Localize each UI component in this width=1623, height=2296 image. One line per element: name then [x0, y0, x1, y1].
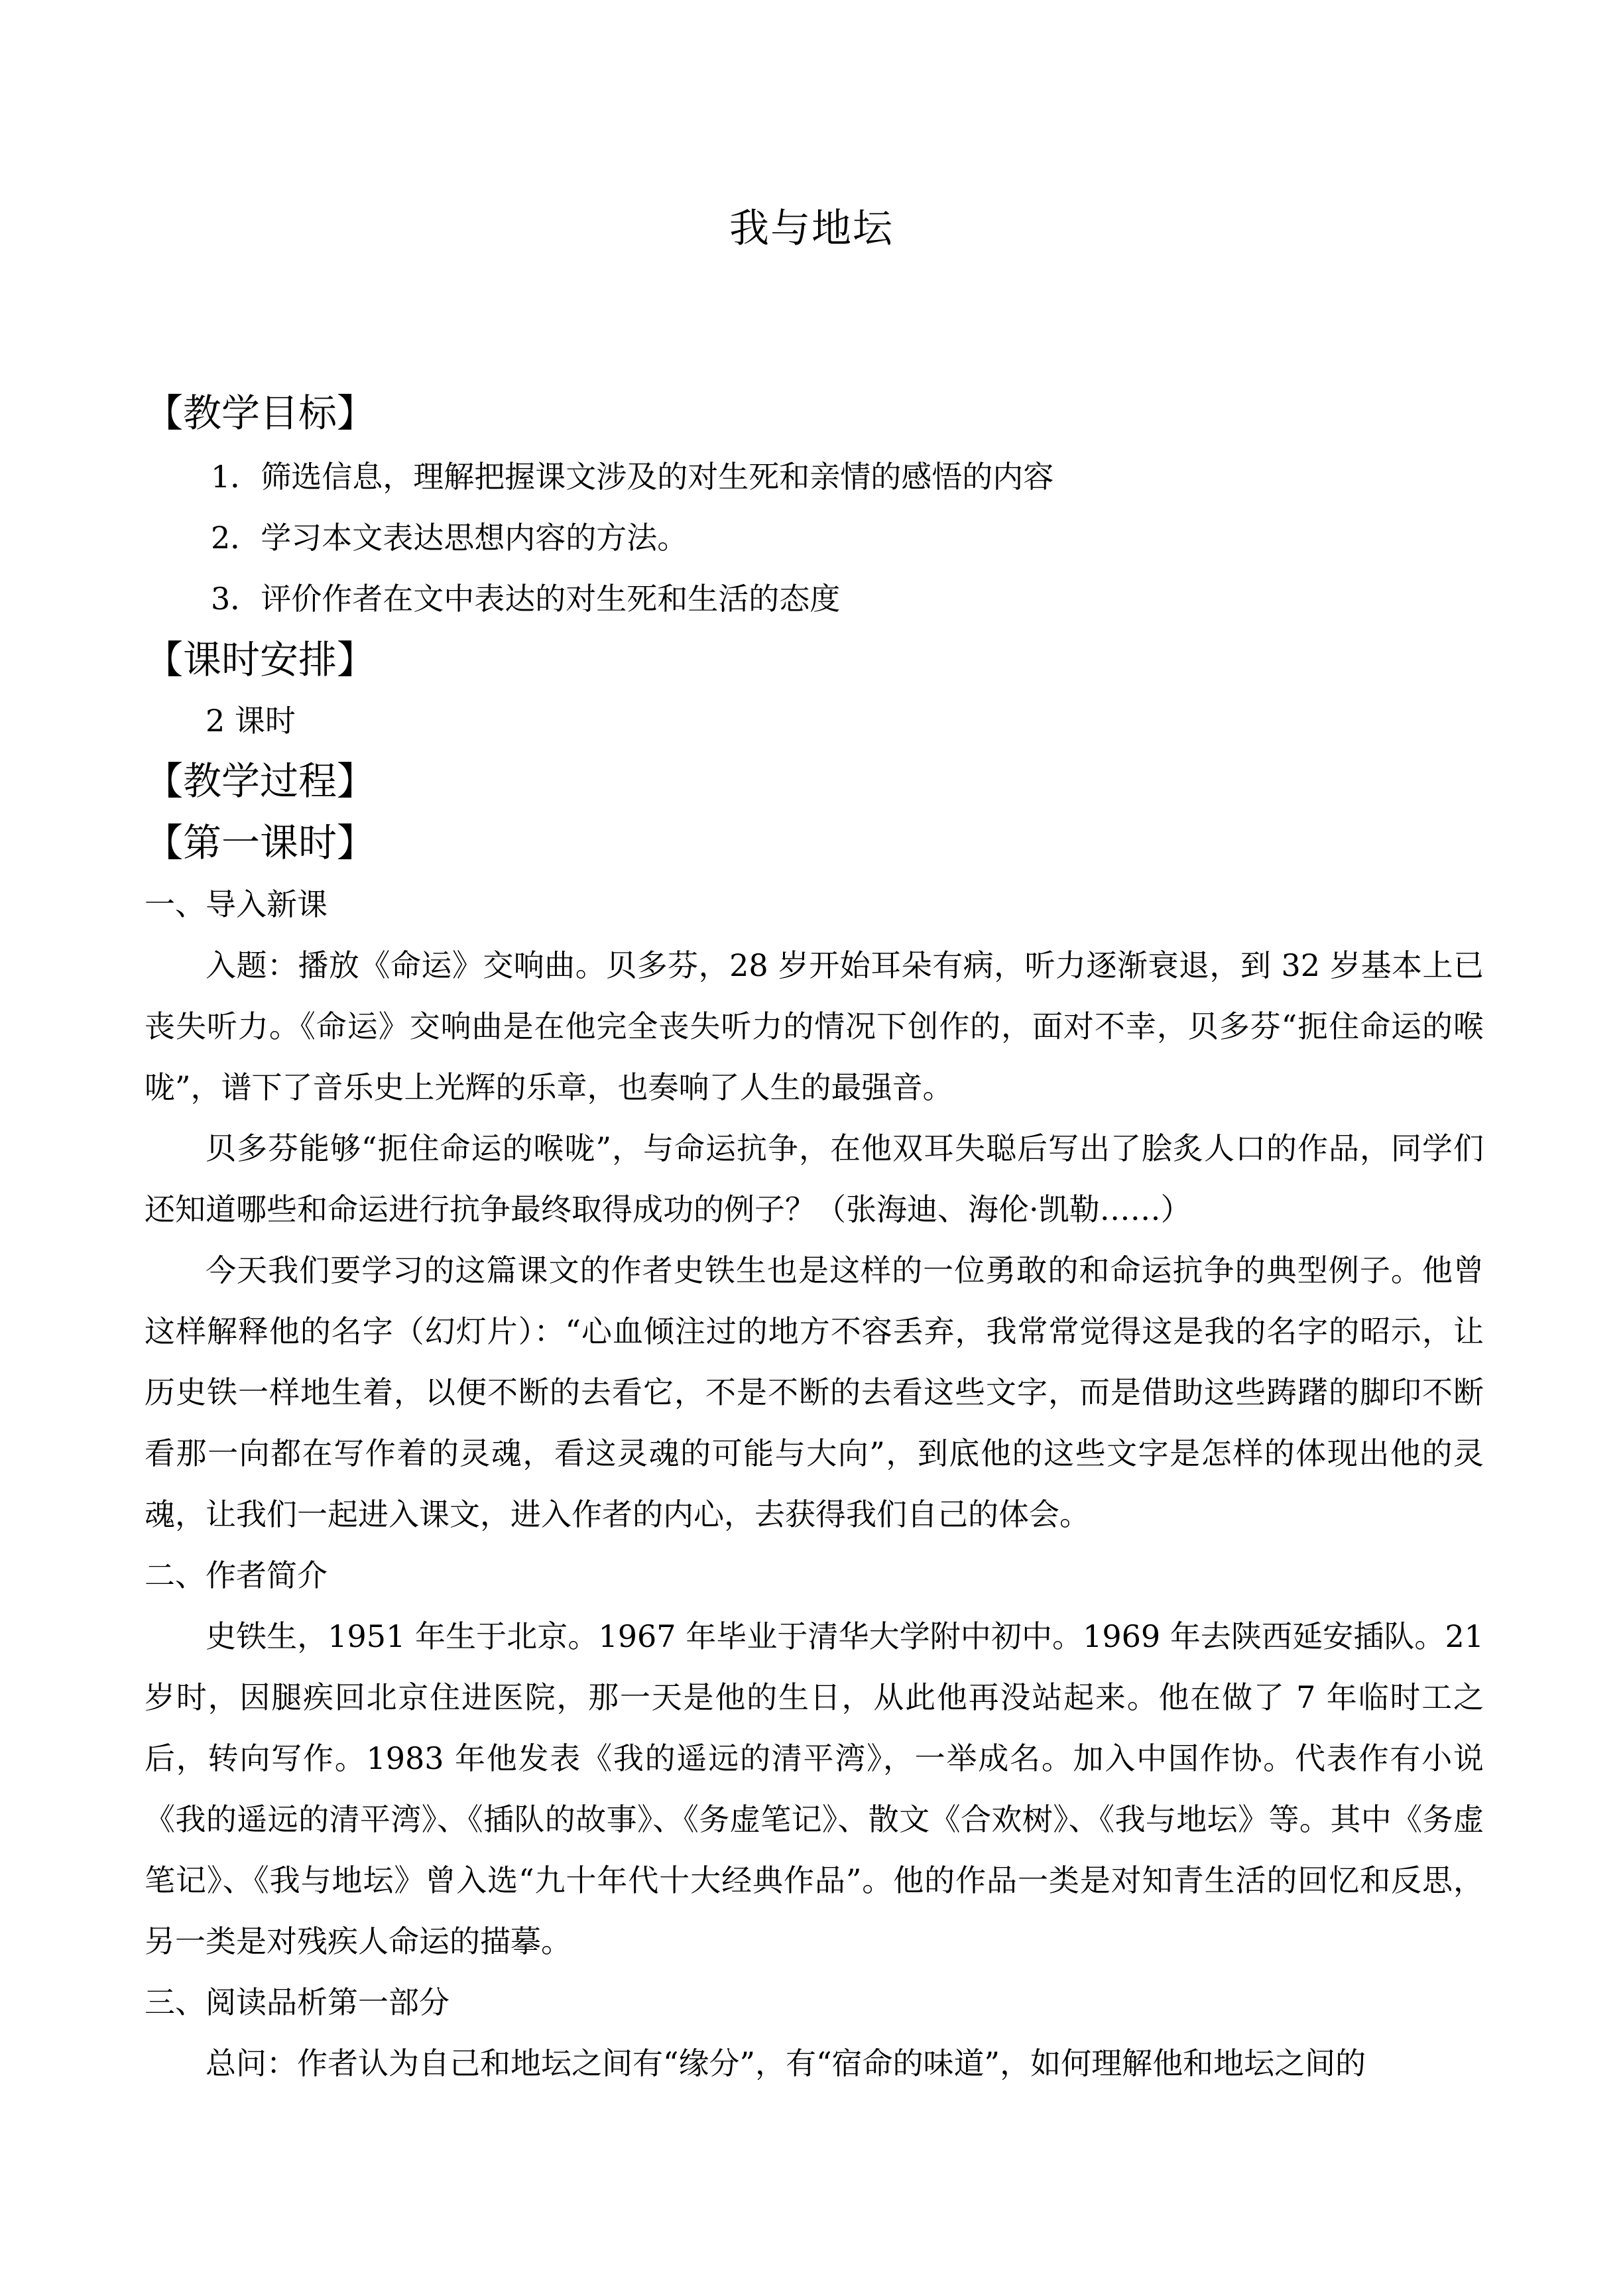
- part-heading-intro: 一、导入新课: [145, 886, 328, 922]
- objectives-heading: 【教学目标】: [145, 391, 376, 436]
- author-paragraph: 史铁生，1951 年生于北京。1967 年毕业于清华大学附中初中。1969 年去陕西延安插队。21 岁时，因腿疾回北京住进医院，那一天是他的生日，从此他再没站起来。他在做了 7 年临时工之后，转向写作。1983 年他发表《我的遥远的清平湾》，一举成名。加入中国作协。代表作有小说《我的遥远的清平湾》、《插队的故事》、《务虚笔记》、散文《合欢树》、《我与地坛》等。其中《务虚笔记》、《我与地坛》曾入选“九十年代十大经典作品”。他的作品一类是对知青生活的回忆和反思，另一类是对残疾人命运的描摹。: [145, 1618, 1484, 1959]
- schedule-text: 2 课时: [206, 703, 296, 739]
- first-lesson-heading: 【第一课时】: [145, 820, 376, 865]
- part-heading-reading: 三、阅读品析第一部分: [145, 1984, 450, 2020]
- process-heading: 【教学过程】: [145, 758, 376, 804]
- intro-paragraph-3: 今天我们要学习的这篇课文的作者史铁生也是这样的一位勇敢的和命运抗争的典型例子。他曾这样解释他的名字（幻灯片）：“心血倾注过的地方不容丢弃，我常常觉得这是我的名字的昭示，让历史铁一样地生着，以便不断的去看它，不是不断的去看这些文字，而是借助这些踌躇的脚印不断看那一向都在写作着的灵魂，看这灵魂的可能与大向”，到底他的这些文字是怎样的体现出他的灵魂，让我们一起进入课文，进入作者的内心，去获得我们自己的体会。: [145, 1252, 1484, 1532]
- intro-paragraph-1: 入题：播放《命运》交响曲。贝多芬，28 岁开始耳朵有病，听力逐渐衰退，到 32 岁基本上已丧失听力。《命运》交响曲是在他完全丧失听力的情况下创作的，面对不幸，贝多芬“扼住命运的喉咙”，谱下了音乐史上光辉的乐章，也奏响了人生的最强音。: [145, 947, 1484, 1105]
- document-title: 我与地坛: [729, 206, 894, 252]
- objective-item-3: 3．评价作者在文中表达的对生死和生活的态度: [211, 581, 841, 617]
- part-heading-author: 二、作者简介: [145, 1557, 328, 1593]
- document-body: [145, 381, 1484, 2094]
- objective-item-2: 2．学习本文表达思想内容的方法。: [211, 520, 688, 556]
- objective-item-1: 1．筛选信息，理解把握课文涉及的对生死和亲情的感悟的内容: [211, 459, 1054, 495]
- reading-paragraph: 总问：作者认为自己和地坛之间有“缘分”，有“宿命的味道”，如何理解他和地坛之间的: [206, 2045, 1366, 2081]
- intro-paragraph-2: 贝多芬能够“扼住命运的喉咙”，与命运抗争，在他双耳失聪后写出了脍炙人口的作品，同学们还知道哪些和命运进行抗争最终取得成功的例子？（张海迪、海伦·凯勒……）: [145, 1130, 1484, 1227]
- schedule-heading: 【课时安排】: [145, 637, 376, 682]
